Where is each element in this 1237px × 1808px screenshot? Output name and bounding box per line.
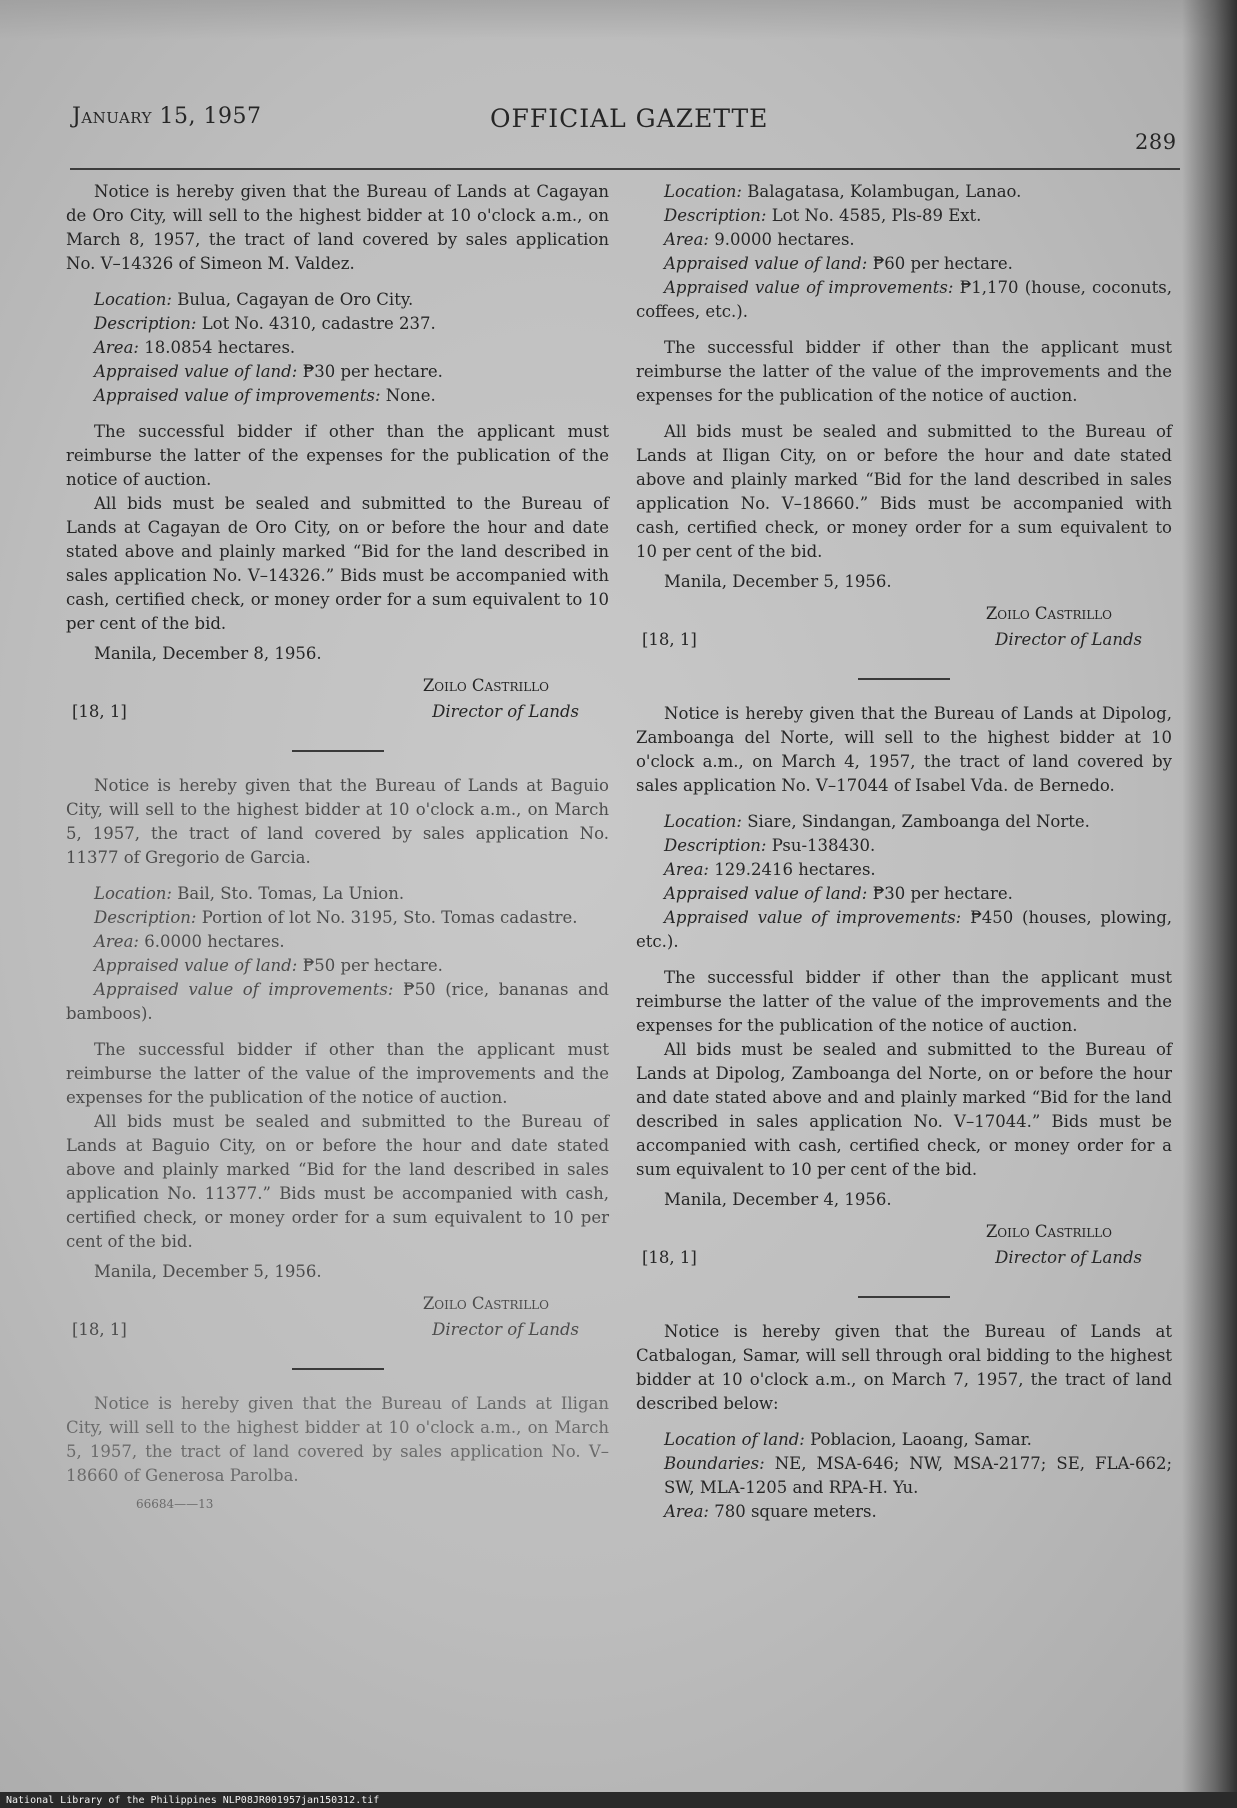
field-value: Lot No. 4585, Pls-89 Ext.: [771, 206, 982, 225]
field-value: Bail, Sto. Tomas, La Union.: [177, 884, 405, 903]
field-label: Description:: [664, 836, 767, 855]
notice-bids: All bids must be sealed and submitted to the Bureau of Lands at Cagayan de Oro City, on or before the hour and date stated above and plainly marked “Bid for the land described in sales application No. V–14326.” Bids must be accompanied with cash, certified check, or money order for a sum equivalent to 10 per cent of the bid.: [66, 494, 609, 633]
field-value: 129.2416 hectares.: [714, 860, 876, 879]
header-date: January 15, 1957: [72, 104, 262, 129]
signature-block: [66, 674, 609, 732]
notice-bids: All bids must be sealed and submitted to the Bureau of Lands at Dipolog, Zamboanga del Norte, on or before the hour and date stated above and and plainly marked “Bid for the land described in sales application No. V–17044.” Bids must be accompanied with cash, certified check, or money order for a sum equivalent to 10 per cent of the bid.: [636, 1040, 1172, 1179]
field-label: Area:: [94, 932, 139, 951]
scan-label: National Library of the Philippines NLP08JR001957jan150312.tif: [6, 1795, 380, 1806]
signer-title: Director of Lands: [432, 702, 579, 721]
field-value: Bulua, Cagayan de Oro City.: [177, 290, 414, 309]
notice-reimburse: The successful bidder if other than the applicant must reimburse the latter of the value of the improvements and the expenses for the publication of the notice of auction.: [636, 968, 1172, 1035]
signature-block: [66, 1292, 609, 1350]
scan-shadow-top: [0, 0, 1237, 40]
notice-reimburse: The successful bidder if other than the applicant must reimburse the latter of the expenses for the publication of the notice of auction.: [66, 422, 609, 489]
field-value: ₱30 per hectare.: [302, 362, 443, 381]
signer-name: Zoilo Castrillo: [422, 1294, 549, 1313]
field-value: 780 square meters.: [714, 1502, 877, 1521]
page-number: 289: [1135, 130, 1177, 154]
field-label: Description:: [664, 206, 767, 225]
field-value: ₱30 per hectare.: [872, 884, 1013, 903]
notice-dateline: Manila, December 5, 1956.: [94, 1262, 322, 1281]
header-rule: [70, 168, 1180, 170]
field-label: Area:: [664, 1502, 709, 1521]
notice-separator: [858, 678, 950, 680]
field-value: Lot No. 4310, cadastre 237.: [201, 314, 436, 333]
field-label: Appraised value of land:: [664, 884, 868, 903]
signer-title: Director of Lands: [995, 1248, 1142, 1267]
notice-catbalogan: [636, 1320, 1172, 1524]
field-label: Description:: [94, 908, 197, 927]
notice-intro: Notice is hereby given that the Bureau of Lands at Baguio City, will sell to the highest bidder at 10 o'clock a.m., on March 5, 1957, the tract of land covered by sales application No. 11377 of Gregorio de Garcia.: [66, 776, 609, 867]
notice-ref: [18, 1]: [642, 630, 697, 649]
field-value: 9.0000 hectares.: [714, 230, 855, 249]
notice-separator: [858, 1296, 950, 1298]
notice-ref: [18, 1]: [642, 1248, 697, 1267]
notice-intro: Notice is hereby given that the Bureau of Lands at Cagayan de Oro City, will sell to the highest bidder at 10 o'clock a.m., on March 8, 1957, the tract of land covered by sales application No. V–14326 of Simeon M. Valdez.: [66, 182, 609, 273]
notice-intro: Notice is hereby given that the Bureau of Lands at Iligan City, will sell to the highest bidder at 10 o'clock a.m., on March 5, 1957, the tract of land covered by sales application No. V–18660 of Generosa Parolba.: [66, 1394, 609, 1485]
notice-reimburse: The successful bidder if other than the applicant must reimburse the latter of the value of the improvements and the expenses for the publication of the notice of auction.: [636, 338, 1172, 405]
notice-bids: All bids must be sealed and submitted to the Bureau of Lands at Baguio City, on or before the hour and date stated above and plainly marked “Bid for the land described in sales application No. 11377.” Bids must be accompanied with cash, certified check, or money order for a sum equivalent to 10 per cent of the bid.: [66, 1112, 609, 1251]
footer-code: 66684——13: [136, 1497, 214, 1511]
field-value: Poblacion, Laoang, Samar.: [810, 1430, 1032, 1449]
signer-name: Zoilo Castrillo: [985, 1222, 1112, 1241]
field-label: Area:: [664, 230, 709, 249]
notice-dateline: Manila, December 4, 1956.: [664, 1190, 892, 1209]
field-value: ₱50 per hectare.: [302, 956, 443, 975]
field-value: ₱50 (rice, bananas and bamboos).: [66, 980, 609, 1023]
scan-shadow-right: [1182, 0, 1237, 1808]
notice-ref: [18, 1]: [72, 1320, 127, 1339]
field-value: Balagatasa, Kolambugan, Lanao.: [747, 182, 1022, 201]
field-label: Description:: [94, 314, 197, 333]
notice-dipolog: [636, 702, 1172, 1278]
field-label: Appraised value of improvements:: [94, 386, 381, 405]
field-label: Appraised value of improvements:: [664, 278, 954, 297]
field-value: ₱60 per hectare.: [872, 254, 1013, 273]
notice-intro: Notice is hereby given that the Bureau of Lands at Catbalogan, Samar, will sell through oral bidding to the highest bidder at 10 o'clock a.m., on March 7, 1957, the tract of land described below:: [636, 1322, 1172, 1413]
field-value: None.: [385, 386, 436, 405]
left-column: [66, 180, 609, 1516]
field-label: Location of land:: [664, 1430, 805, 1449]
field-value: 6.0000 hectares.: [144, 932, 285, 951]
notice-reimburse: The successful bidder if other than the applicant must reimburse the latter of the value of the improvements and the expenses for the publication of the notice of auction.: [66, 1040, 609, 1107]
field-label: Boundaries:: [664, 1454, 765, 1473]
notice-separator: [292, 750, 384, 752]
right-column: [636, 180, 1172, 1524]
notice-bids: All bids must be sealed and submitted to the Bureau of Lands at Iligan City, on or before the hour and date stated above and plainly marked “Bid for the land described in sales application No. V–18660.” Bids must be accompanied with cash, certified check, or money order for a sum equivalent to 10 per cent of the bid.: [636, 422, 1172, 561]
signer-name: Zoilo Castrillo: [422, 676, 549, 695]
signer-title: Director of Lands: [432, 1320, 579, 1339]
field-label: Location:: [664, 812, 742, 831]
signer-name: Zoilo Castrillo: [985, 604, 1112, 623]
notice-iligan: [66, 1392, 609, 1516]
header-title: OFFICIAL GAZETTE: [490, 104, 769, 133]
field-value: Portion of lot No. 3195, Sto. Tomas cadastre.: [201, 908, 578, 927]
field-value: ₱1,170 (house, coconuts, coffees, etc.).: [636, 278, 1172, 321]
field-label: Appraised value of improvements:: [94, 980, 394, 999]
field-label: Appraised value of land:: [664, 254, 868, 273]
field-label: Area:: [664, 860, 709, 879]
notice-ref: [18, 1]: [72, 702, 127, 721]
field-label: Area:: [94, 338, 139, 357]
notice-baguio: [66, 774, 609, 1350]
notice-intro: Notice is hereby given that the Bureau of Lands at Dipolog, Zamboanga del Norte, will sell to the highest bidder at 10 o'clock a.m., on March 4, 1957, the tract of land covered by sales application No. V–17044 of Isabel Vda. de Bernedo.: [636, 704, 1172, 795]
signer-title: Director of Lands: [995, 630, 1142, 649]
field-label: Location:: [664, 182, 742, 201]
notice-dateline: Manila, December 8, 1956.: [94, 644, 322, 663]
field-label: Appraised value of land:: [94, 362, 298, 381]
field-value: Siare, Sindangan, Zamboanga del Norte.: [747, 812, 1090, 831]
field-value: Psu-138430.: [771, 836, 876, 855]
field-label: Appraised value of land:: [94, 956, 298, 975]
field-label: Location:: [94, 290, 172, 309]
notice-iligan-continued: [636, 180, 1172, 660]
field-label: Location:: [94, 884, 172, 903]
field-value: ₱450 (houses, plowing, etc.).: [636, 908, 1173, 951]
field-label: Appraised value of improvements:: [664, 908, 962, 927]
signature-block: [636, 1220, 1172, 1278]
signature-block: [636, 602, 1172, 660]
notice-cagayan: [66, 180, 609, 732]
notice-separator: [292, 1368, 384, 1370]
field-value: NE, MSA-646; NW, MSA-2177; SE, FLA-662; SW, MLA-1205 and RPA-H. Yu.: [664, 1454, 1173, 1497]
notice-dateline: Manila, December 5, 1956.: [664, 572, 892, 591]
field-value: 18.0854 hectares.: [144, 338, 296, 357]
